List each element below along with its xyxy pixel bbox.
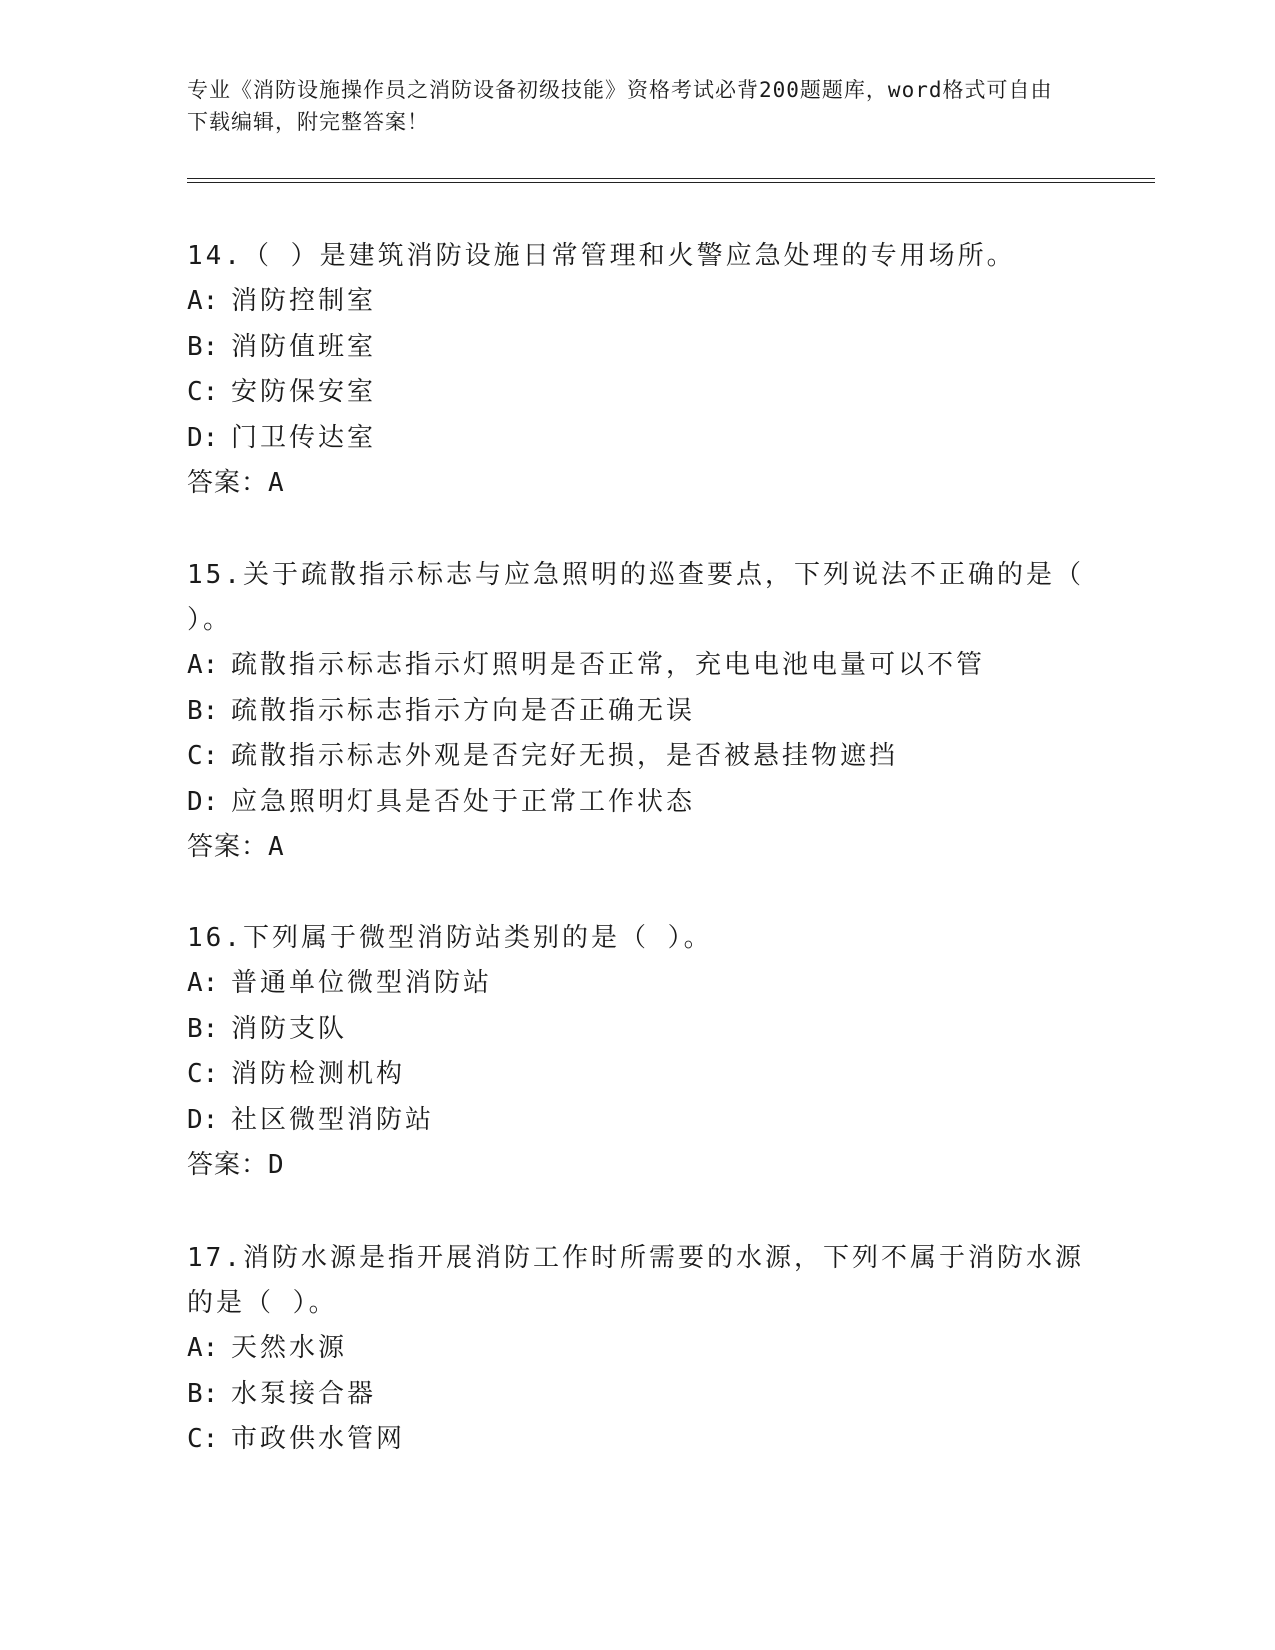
option-key: C: bbox=[187, 377, 219, 407]
option-text: 消防控制室 bbox=[231, 286, 377, 316]
option-key: A: bbox=[187, 286, 219, 316]
question-stem: 15.关于疏散指示标志与应急照明的巡查要点，下列说法不正确的是（ ）。 bbox=[187, 560, 1084, 635]
option-text: 市政供水管网 bbox=[231, 1424, 406, 1454]
question-stem: 14.（ ）是建筑消防设施日常管理和火警应急处理的专用场所。 bbox=[187, 241, 1016, 271]
option-b bbox=[187, 1372, 1087, 1418]
option-key: C: bbox=[187, 1059, 219, 1089]
question-17 bbox=[187, 1236, 1087, 1463]
option-text: 天然水源 bbox=[231, 1333, 348, 1363]
option-b bbox=[187, 325, 1087, 371]
question-16 bbox=[187, 916, 1087, 1188]
option-key: D: bbox=[187, 786, 219, 817]
option-key: B: bbox=[187, 331, 219, 362]
option-c bbox=[187, 734, 1087, 780]
option-text: 消防检测机构 bbox=[231, 1059, 406, 1089]
option-text: 水泵接合器 bbox=[231, 1378, 377, 1409]
question-15 bbox=[187, 553, 1087, 870]
answer-line: 答案：D bbox=[187, 1150, 285, 1180]
option-text: 普通单位微型消防站 bbox=[231, 968, 493, 998]
option-key: C: bbox=[187, 741, 219, 771]
option-text: 门卫传达室 bbox=[231, 422, 377, 453]
option-c bbox=[187, 1052, 1087, 1098]
answer-line: 答案：A bbox=[187, 468, 285, 498]
option-text: 消防值班室 bbox=[231, 331, 377, 362]
option-text: 社区微型消防站 bbox=[231, 1104, 435, 1135]
option-b bbox=[187, 689, 1087, 735]
document-header: 专业《消防设施操作员之消防设备初级技能》资格考试必背200题题库，word格式可自由下载编辑，附完整答案！ bbox=[187, 78, 1053, 134]
option-text: 消防支队 bbox=[231, 1013, 348, 1044]
question-stem: 17.消防水源是指开展消防工作时所需要的水源，下列不属于消防水源的是（ ）。 bbox=[187, 1243, 1084, 1318]
option-a bbox=[187, 961, 1087, 1007]
option-d bbox=[187, 1098, 1087, 1144]
option-text: 疏散指示标志指示灯照明是否正常，充电电池电量可以不管 bbox=[231, 650, 986, 680]
option-c bbox=[187, 1417, 1087, 1463]
question-stem: 16.下列属于微型消防站类别的是（ ）。 bbox=[187, 923, 713, 953]
option-key: B: bbox=[187, 695, 219, 726]
option-key: A: bbox=[187, 650, 219, 680]
option-key: B: bbox=[187, 1378, 219, 1409]
option-c bbox=[187, 370, 1087, 416]
option-key: D: bbox=[187, 1104, 219, 1135]
option-key: A: bbox=[187, 1333, 219, 1363]
question-14 bbox=[187, 234, 1087, 506]
option-b bbox=[187, 1007, 1087, 1053]
option-text: 疏散指示标志外观是否完好无损，是否被悬挂物遮挡 bbox=[231, 741, 899, 771]
option-a bbox=[187, 1326, 1087, 1372]
option-key: C: bbox=[187, 1424, 219, 1454]
answer-line: 答案：A bbox=[187, 832, 285, 862]
option-a bbox=[187, 279, 1087, 325]
option-a bbox=[187, 643, 1087, 689]
option-d bbox=[187, 780, 1087, 826]
header-divider-bottom bbox=[187, 182, 1155, 183]
option-d bbox=[187, 416, 1087, 462]
option-key: A: bbox=[187, 968, 219, 998]
option-key: D: bbox=[187, 422, 219, 453]
option-text: 应急照明灯具是否处于正常工作状态 bbox=[231, 786, 696, 817]
option-text: 疏散指示标志指示方向是否正确无误 bbox=[231, 695, 696, 726]
option-key: B: bbox=[187, 1013, 219, 1044]
option-text: 安防保安室 bbox=[231, 377, 377, 407]
header-divider-top bbox=[187, 178, 1155, 179]
